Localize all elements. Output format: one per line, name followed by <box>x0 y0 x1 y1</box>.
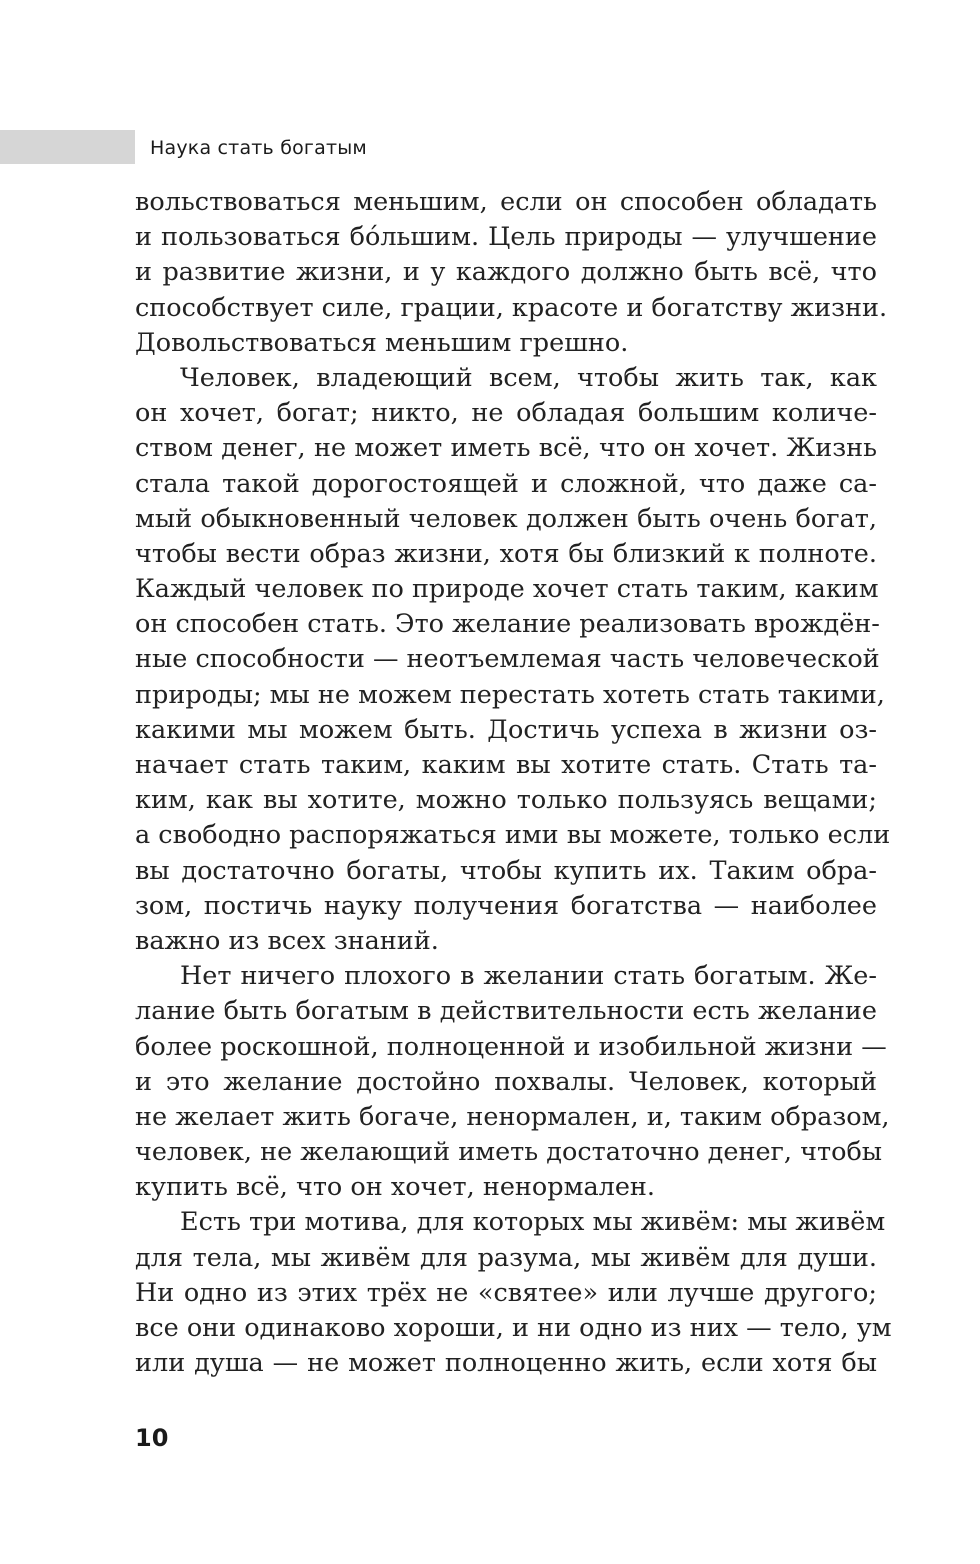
paragraph <box>135 361 891 959</box>
text-line: все они одинаково хороши, и ни одно из них — тело, ум <box>135 1313 892 1343</box>
text-line: или душа — не может полноценно жить, если хотя бы <box>135 1348 877 1379</box>
header-accent-bar <box>0 130 135 164</box>
text-line: ством денег, не может иметь всё, что он хочет. Жизнь <box>135 433 877 464</box>
text-line: мый обыкновенный человек должен быть очень богат, <box>135 503 877 534</box>
text-line: купить всё, что он хочет, ненормален. <box>135 1172 656 1203</box>
text-line: Ни одно из этих трёх не «святее» или лучше другого; <box>135 1277 877 1308</box>
text-line: вольствоваться меньшим, если он способен обладать <box>135 187 877 217</box>
text-line: природы; мы не можем перестать хотеть стать такими, <box>135 679 885 710</box>
text-line: и развитие жизни, и у каждого должно быть всё, что <box>135 257 877 288</box>
text-line: для тела, мы живём для разума, мы живём для души. <box>135 1242 877 1273</box>
text-line: ные способности — неотъемлемая часть человеческой <box>135 644 880 675</box>
text-line: какими мы можем быть. Достичь успеха в жизни оз- <box>135 714 877 745</box>
paragraph <box>135 185 888 361</box>
text-line: ким, как вы хотите, можно только пользуясь вещами; <box>135 785 877 816</box>
text-line: способствует силе, грации, красоте и богатству жизни. <box>135 292 888 323</box>
text-line: Есть три мотива, для которых мы живём: мы живём <box>180 1207 886 1238</box>
text-line: зом, постичь науку получения богатства — наиболее <box>135 890 877 921</box>
text-line: более роскошной, полноценной и изобильной жизни — <box>135 1031 887 1062</box>
text-line: начает стать таким, каким вы хотите стать. Стать та- <box>135 750 877 780</box>
text-line: важно из всех знаний. <box>135 925 439 956</box>
text-line: не желает жить богаче, ненормален, и, таким образом, <box>135 1101 890 1132</box>
running-header: Наука стать богатым <box>150 137 367 159</box>
text-line: Каждый человек по природе хочет стать таким, каким <box>135 574 879 605</box>
text-line: и пользоваться бóльшим. Цель природы — улучшение <box>135 222 877 253</box>
text-line: а свободно распоряжаться ими вы можете, только если <box>135 820 891 851</box>
paragraph <box>135 959 890 1205</box>
text-line: Нет ничего плохого в желании стать богатым. Же- <box>180 961 877 992</box>
text-line: Человек, владеющий всем, чтобы жить так, как <box>180 362 877 393</box>
text-line: лание быть богатым в действительности есть желание <box>135 996 877 1027</box>
text-line: Довольствоваться меньшим грешно. <box>135 327 629 358</box>
paragraph <box>135 1205 892 1381</box>
text-line: стала такой дорогостоящей и сложной, что даже са- <box>135 468 877 499</box>
body-text <box>135 185 892 1381</box>
text-line: вы достаточно богаты, чтобы купить их. Таким обра- <box>135 855 877 886</box>
page-number: 10 <box>135 1424 169 1452</box>
text-line: чтобы вести образ жизни, хотя бы близкий к полноте. <box>135 538 877 569</box>
text-line: он хочет, богат; никто, не обладая большим количе- <box>135 398 877 429</box>
text-line: человек, не желающий иметь достаточно денег, чтобы <box>135 1137 883 1168</box>
text-line: он способен стать. Это желание реализовать врождён- <box>135 609 880 640</box>
text-line: и это желание достойно похвалы. Человек, который <box>135 1066 877 1097</box>
